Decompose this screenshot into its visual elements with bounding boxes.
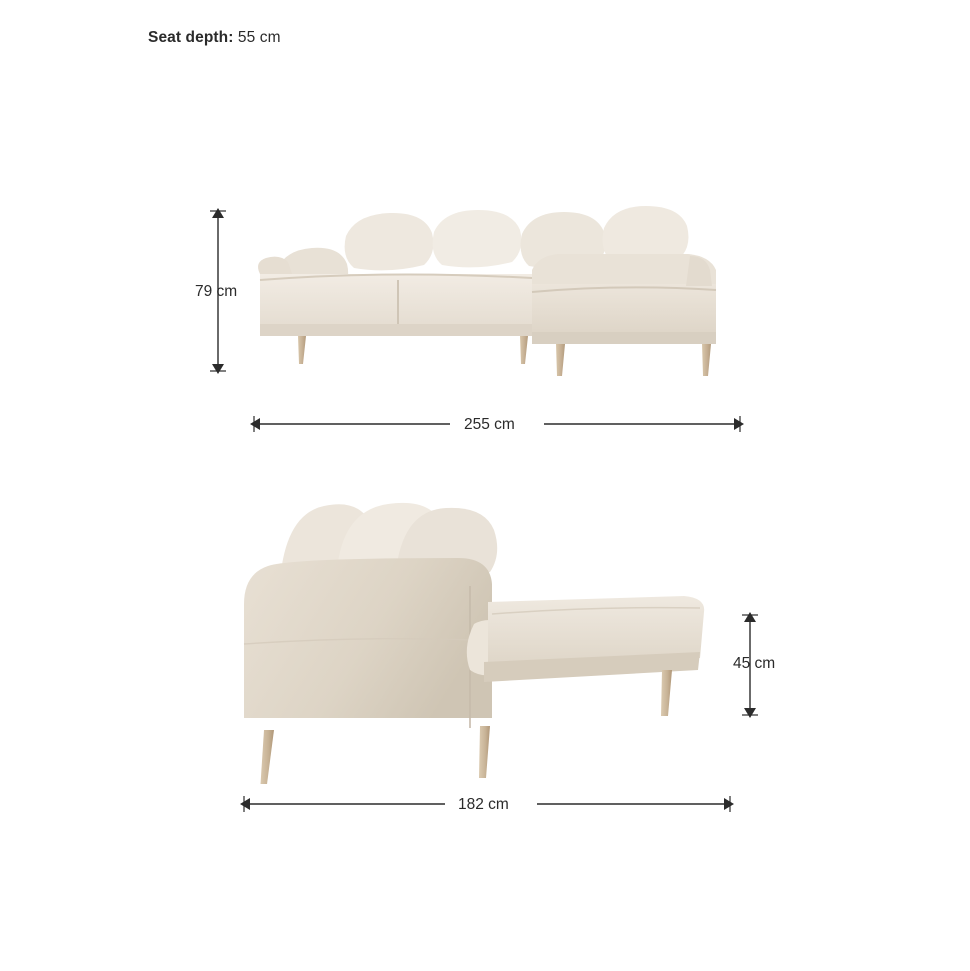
sofa-front-view-illustration [238,196,748,396]
sofa-arm-side [244,558,492,728]
height-dimension-label: 79 cm [195,283,238,300]
depth-dimension-label: 182 cm [458,796,509,813]
sofa-side-view-illustration [222,484,742,784]
seat-depth-value: 55 cm [237,29,281,46]
sofa-chaise-right [532,254,716,344]
seat-height-dimension-label: 45 cm [733,655,776,672]
chaise-seat [484,596,704,682]
width-dimension-label: 255 cm [464,416,515,433]
seat-depth-note [148,29,281,47]
seat-depth-label: Seat depth: [148,29,234,46]
